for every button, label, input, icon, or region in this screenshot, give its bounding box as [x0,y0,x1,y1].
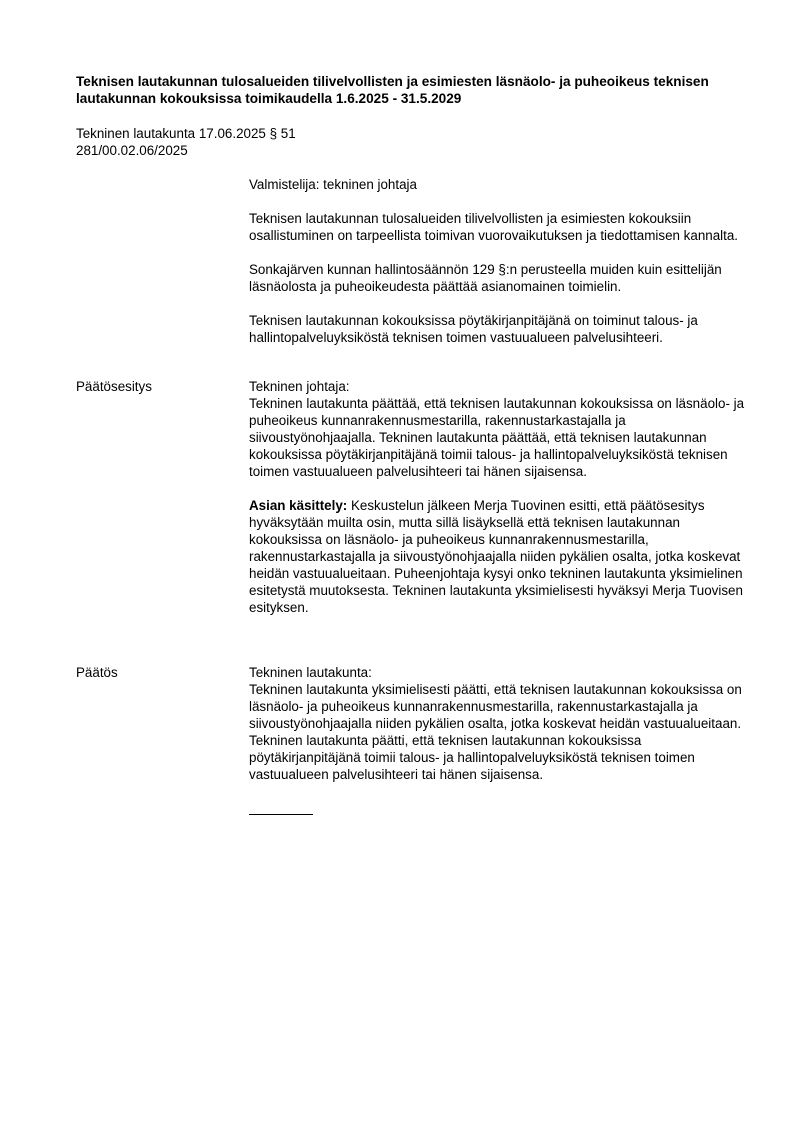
preparation-paragraph: Teknisen lautakunnan tulosalueiden tilivelvollisten ja esimiesten kokouksiin osallistuminen on tarpeellista toimivan vuorovaikutuksen ja tiedottamisen kannalta. [249,211,739,243]
document-title: Teknisen lautakunnan tulosalueiden tilivelvollisten ja esimiesten läsnäolo- ja puheoikeus teknisen lautakunnan kokouksissa toimikaudella 1.6.2025 - 31.5.2029 [76,74,709,106]
preparation-paragraph: Teknisen lautakunnan kokouksissa pöytäkirjanpitäjänä on toiminut talous- ja hallintopalveluyksiköstä teknisen toimen vastuualueen palvelusihteeri. [249,313,698,345]
meeting-reference: Tekninen lautakunta 17.06.2025 § 51 [76,126,296,141]
decision-section [249,664,749,783]
handling-paragraph [249,497,749,616]
preparation-section [249,176,749,346]
end-rule [249,814,313,815]
record-number: 281/00.02.06/2025 [76,143,188,158]
proposal-text: Tekninen lautakunta päättää, että teknisen lautakunnan kokouksissa on läsnäolo- ja puheoikeus kunnanrakennusmestarilla, rakennustarkastajalla ja siivoustyönohjaajalla. Tekninen lautakunta päättää, että teknisen lautakunnan kokouksissa pöytäkirjanpitäjänä toimii talous- ja hallintopalveluyksiköstä teknisen toimen vastuualueen palvelusihteeri tai hänen sijaisensa. [249,396,745,479]
decider-line: Tekninen lautakunta: [249,665,372,680]
meeting-meta [76,125,296,159]
proposal-section [249,378,749,616]
preparation-paragraph: Sonkajärven kunnan hallintosäännön 129 §:n perusteella muiden kuin esittelijän läsnäolosta ja puheoikeudesta päättää asianomainen toimielin. [249,262,722,294]
handling-label: Asian käsittely: [249,498,348,513]
proposal-label: Päätösesitys [76,379,152,394]
decision-text: Tekninen lautakunta yksimielisesti päätti, että teknisen lautakunnan kokouksissa on läsnäolo- ja puheoikeus kunnanrakennusmestarilla, rakennustarkastajalla ja siivoustyönohjaajalla niiden pykälien osalta, jotka koskevat heidän vastuualueitaan. Tekninen lautakunta päätti, että teknisen lautakunnan kokouksissa pöytäkirjanpitäjänä toimii talous- ja hallintopalveluyksiköstä teknisen toimen vastuualueen palvelusihteeri tai hänen sijaisensa. [249,682,742,782]
handling-text: Keskustelun jälkeen Merja Tuovinen esitti, että päätösesitys hyväksytään muilta osin, mutta sillä lisäyksellä että teknisen lautakunnan kokouksissa on läsnäolo- ja puheoikeus kunnanrakennusmestarilla, rakennustarkastajalla ja siivoustyönohjaajalla niiden pykälien osalta, jotka koskevat heidän vastuualueitaan. Puheenjohtaja kysyi onko tekninen lautakunta yksimielinen esitetystä muutoksesta. Tekninen lautakunta yksimielisesti hyväksyi Merja Tuovisen esityksen. [249,498,743,615]
decision-label: Päätös [76,665,118,680]
preparer-line: Valmistelija: tekninen johtaja [249,177,417,192]
proposer-line: Tekninen johtaja: [249,379,350,394]
